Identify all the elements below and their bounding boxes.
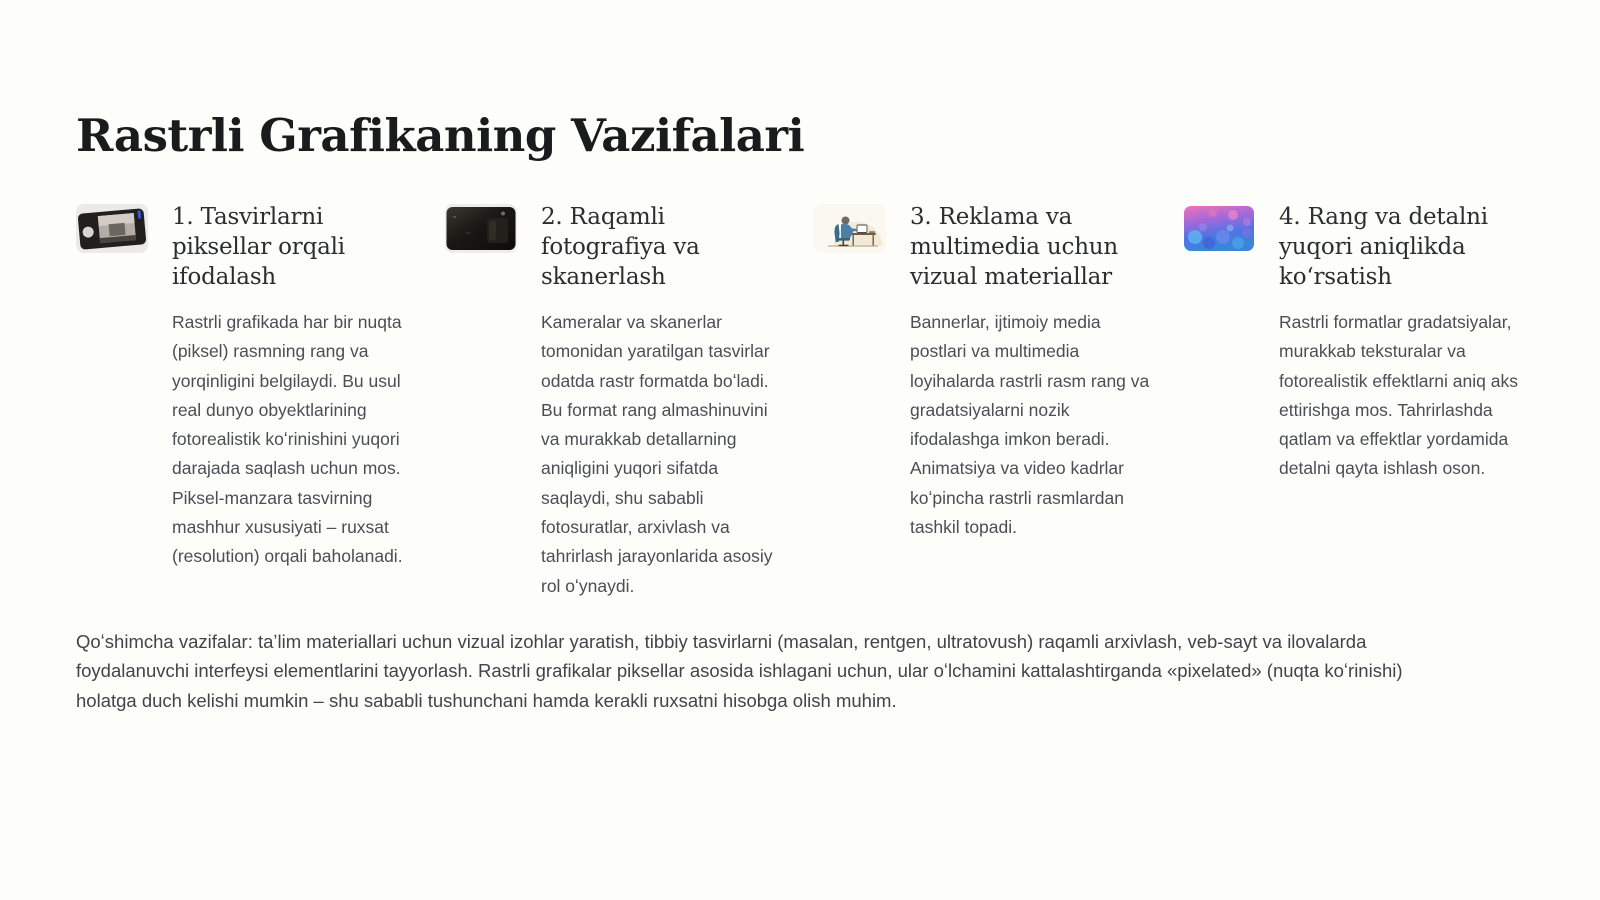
columns-row: [76, 202, 1524, 601]
column-2-heading: 2. Raqamli fotografiya va skanerlash: [541, 204, 700, 290]
column-2: [445, 202, 786, 601]
colorful-bokeh-photo-icon: [1183, 204, 1255, 253]
camera-phone-photo-icon: [76, 204, 148, 253]
column-3-body: Bannerlar, ijtimoiy media postlari va multimedia loyihalarda rastrli rasm rang va gradatsiyalarni nozik ifodalashga imkon beradi. Animatsiya va video kadrlar koʻpincha rastrli rasmlardan tashkil topadi.: [910, 312, 1150, 538]
column-1-heading: 1. Tasvirlarni piksellar orqali ifodalash: [172, 204, 345, 290]
column-1: [76, 202, 417, 601]
column-2-body: Kameralar va skanerlar tomonidan yaratilgan tasvirlar odatda rastr formatda boʻladi. Bu format rang almashinuvini va murakkab detallarning aniqligini yuqori sifatda saqlaydi, shu sababli fotosuratlar, arxivlash va tahrirlash jarayonlarida asosiy rol oʻynaydi.: [541, 312, 773, 596]
person-at-desk-illustration-icon: [814, 204, 886, 253]
column-3: [814, 202, 1155, 601]
column-4: [1183, 202, 1524, 601]
footer-note: Qoʻshimcha vazifalar: taʼlim materiallari uchun vizual izohlar yaratish, tibbiy tasvirlarni (masalan, rentgen, ultratovush) raqamli arxivlash, veb-sayt va ilovalarda foydalanuvchi interfeysi elementlarini tayyorlash. Rastrli grafikalar piksellar asosida ishlagani uchun, ular oʻlchamini kattalashtirganda «pixelated» (nuqta koʻrinishi) holatga duch kelishi mumkin – shu sababli tushunchani hamda kerakli ruxsatni hisobga olish muhim.: [76, 630, 1403, 711]
column-4-body: Rastrli formatlar gradatsiyalar, murakkab teksturalar va fotorealistik effektlarni aniq aks ettirishga mos. Tahrirlashda qatlam va effektlar yordamida detalni qayta ishlash oson.: [1279, 312, 1518, 479]
page-title: Rastrli Grafikaning Vazifalari: [76, 109, 805, 162]
column-1-body: Rastrli grafikada har bir nuqta (piksel) rasmning rang va yorqinligini belgilaydi. Bu usul real dunyo obyektlarining fotorealistik koʻrinishini yuqori darajada saqlash uchun mos. Piksel-manzara tasvirning mashhur xususiyati – ruxsat (resolution) orqali baholanadi.: [172, 312, 403, 567]
dark-camera-photo-icon: [445, 204, 517, 253]
column-3-heading: 3. Reklama va multimedia uchun vizual materiallar: [910, 204, 1119, 290]
column-4-heading: 4. Rang va detalni yuqori aniqlikda koʻrsatish: [1279, 204, 1488, 290]
